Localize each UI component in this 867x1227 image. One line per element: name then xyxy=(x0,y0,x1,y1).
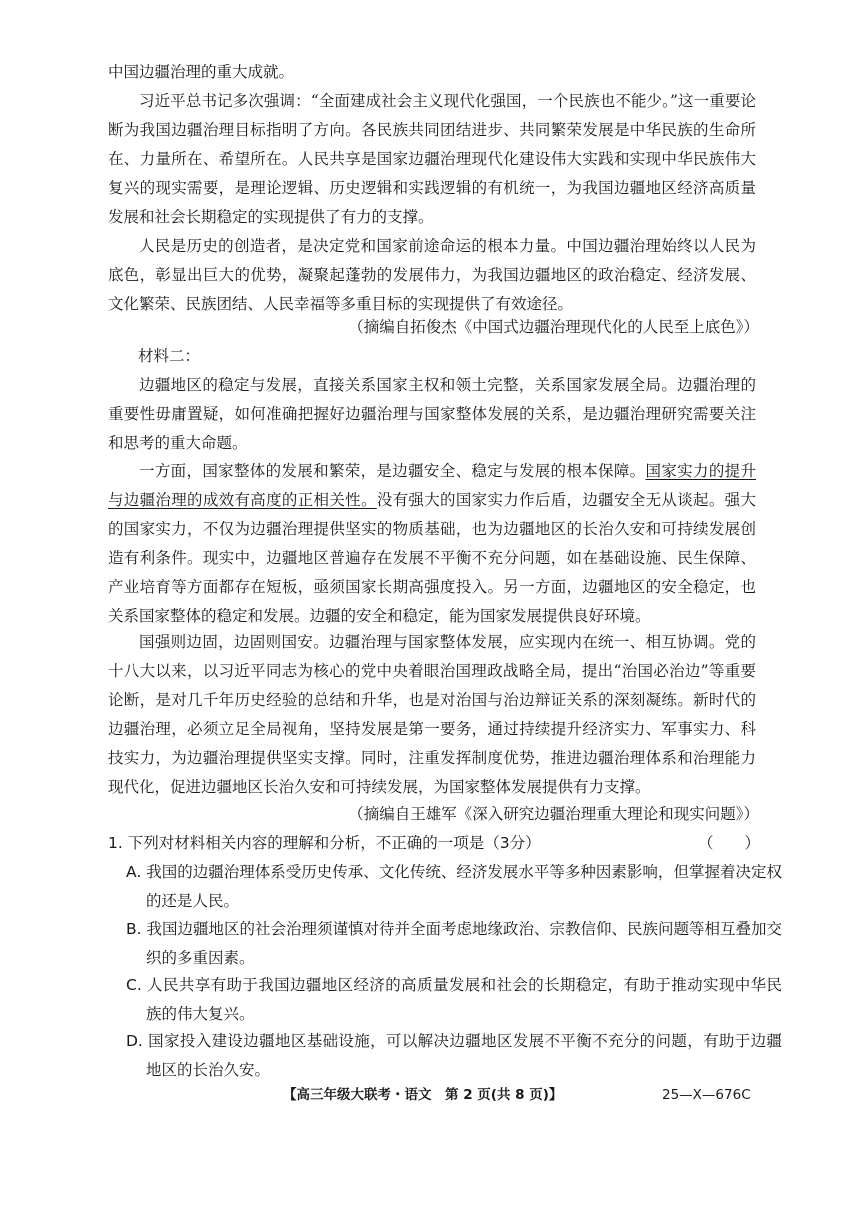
paragraph-people-creators: 人民是历史的创造者，是决定党和国家前途命运的根本力量。中国边疆治理始终以人民为底色，彰显出巨大的优势，凝聚起蓬勃的发展伟力，为我国边疆地区的政治稳定、经济发展、文化繁荣、民族团结、人民幸福等多重目标的实现提供了有效途径。 xyxy=(108,237,756,313)
question-1-text: 1. 下列对材料相关内容的理解和分析，不正确的一项是（3分） xyxy=(108,834,541,852)
option-d: D. 国家投入建设边疆地区基础设施，可以解决边疆地区发展不平衡不充分的问题，有助于边疆地区的长治久安。 xyxy=(126,1032,782,1079)
footer-exam-code: 25—X—676C xyxy=(662,1087,751,1103)
underlined-sentence: 国家实力的提升与边疆治理的成效有高度的正相关性。 xyxy=(108,462,756,509)
source-citation-2: （摘编自王雄军《深入研究边疆治理重大理论和现实问题》） xyxy=(348,805,759,823)
material-two-heading: 材料二： xyxy=(138,347,201,365)
paragraph-continuation: 中国边疆治理的重大成就。 xyxy=(108,63,295,81)
answer-blank: （ ） xyxy=(697,834,760,852)
p4-rest-text: 没有强大的国家实力作后盾，边疆安全无从谈起。强大的国家实力，不仅为边疆治理提供坚实的物质基础，也为边疆地区的长治久安和可持续发展创造有利条件。现实中，边疆地区普遍存在发展不平衡不充分问题，如在基础设施、民生保障、产业培育等方面都存在短板，亟须国家长期高强度投入。另一方面，边疆地区的安全稳定，也关系国家整体的稳定和发展。边疆的安全和稳定，能为国家发展提供良好环境。 xyxy=(108,491,756,625)
option-c: C. 人民共享有助于我国边疆地区经济的高质量发展和社会的长期稳定，有助于推动实现中华民族的伟大复兴。 xyxy=(126,976,782,1023)
p4-lead-text: 一方面，国家整体的发展和繁荣，是边疆安全、稳定与发展的根本保障。 xyxy=(139,462,646,480)
paragraph-national-strength xyxy=(108,457,756,631)
question-1-stem xyxy=(108,829,760,858)
option-a: A. 我国的边疆治理体系受历史传承、文化传统、经济发展水平等多种因素影响，但掌握着决定权的还是人民。 xyxy=(126,863,782,910)
option-b: B. 我国边疆地区的社会治理须谨慎对待并全面考虑地缘政治、宗教信仰、民族问题等相互叠加交织的多重因素。 xyxy=(126,920,782,967)
source-citation-1: （摘编自拓俊杰《中国式边疆治理现代化的人民至上底色》） xyxy=(348,318,759,336)
paragraph-border-stability: 边疆地区的稳定与发展，直接关系国家主权和领土完整，关系国家发展全局。边疆治理的重要性毋庸置疑，如何准确把握好边疆治理与国家整体发展的关系，是边疆治理研究需要关注和思考的重大命题。 xyxy=(108,376,756,452)
paragraph-xi-quote: 习近平总书记多次强调：“全面建成社会主义现代化强国，一个民族也不能少。”这一重要论断为我国边疆治理目标指明了方向。各民族共同团结进步、共同繁荣发展是中华民族的生命所在、力量所在、希望所在。人民共享是国家边疆治理现代化建设伟大实践和实现中华民族伟大复兴的现实需要，是理论逻辑、历史逻辑和实践逻辑的有机统一，为我国边疆地区经济高质量发展和社会长期稳定的实现提供了有力的支撑。 xyxy=(108,92,756,226)
footer-page-info: 【高三年级大联考・语文 第 2 页(共 8 页)】 xyxy=(283,1087,563,1103)
paragraph-strong-nation: 国强则边固，边固则国安。边疆治理与国家整体发展，应实现内在统一、相互协调。党的十八大以来，以习近平同志为核心的党中央着眼治国理政战略全局，提出“治国必治边”等重要论断，是对几千年历史经验的总结和升华，也是对治国与治边辩证关系的深刻凝练。新时代的边疆治理，必须立足全局视角，坚持发展是第一要务，通过持续提升经济实力、军事实力、科技实力，为边疆治理提供坚实支撑。同时，注重发挥制度优势，推进边疆治理体系和治理能力现代化，促进边疆地区长治久安和可持续发展，为国家整体发展提供有力支撑。 xyxy=(108,633,756,796)
